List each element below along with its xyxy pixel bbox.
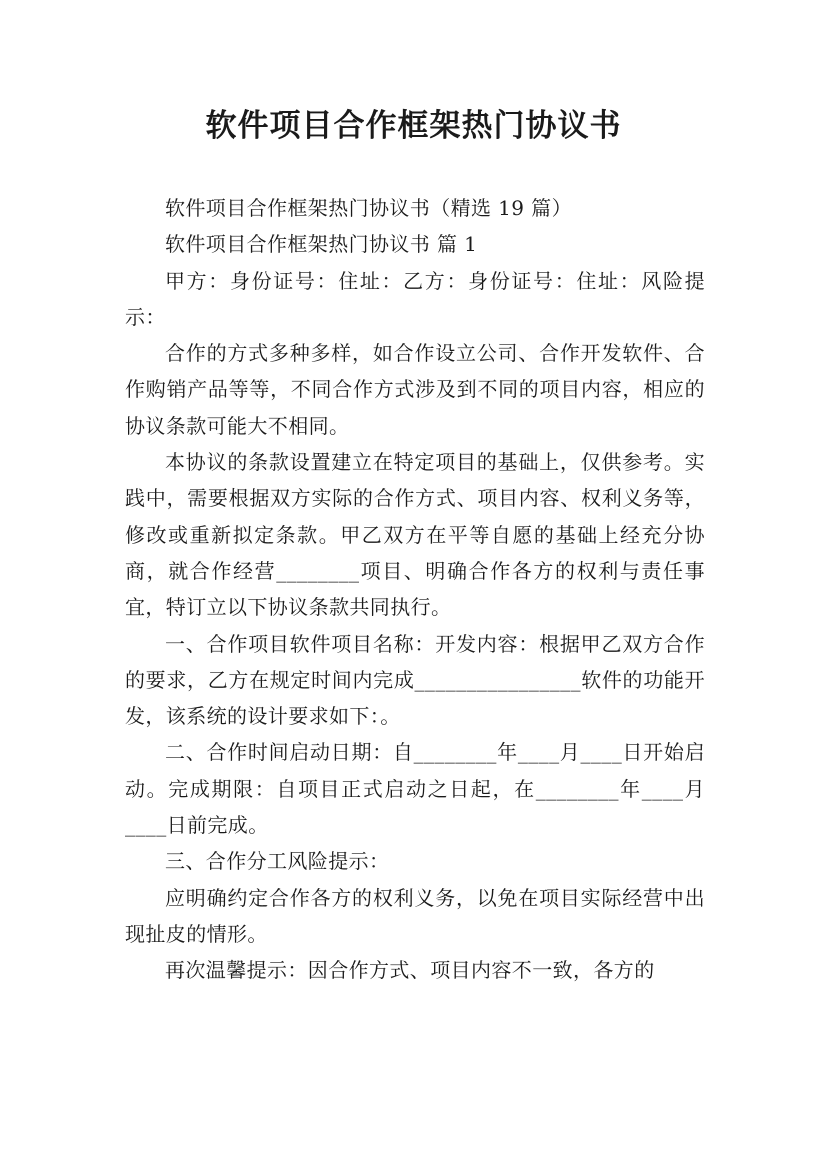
document-body bbox=[125, 190, 705, 989]
paragraph-parties: 甲方：身份证号：住址：乙方：身份证号：住址：风险提示： bbox=[125, 268, 705, 329]
paragraph-subtitle: 软件项目合作框架热门协议书（精选 19 篇） bbox=[165, 196, 572, 220]
paragraph-clause-1: 一、合作项目软件项目名称：开发内容：根据甲乙双方合作的要求，乙方在规定时间内完成________________软件的功能开发，该系统的设计要求如下：。 bbox=[125, 631, 705, 729]
document-title: 软件项目合作框架热门协议书 bbox=[205, 108, 622, 144]
paragraph-section-heading: 软件项目合作框架热门协议书 篇 1 bbox=[165, 232, 478, 257]
paragraph-clause-3: 三、合作分工风险提示： bbox=[165, 849, 390, 874]
paragraph-reminder: 再次温馨提示：因合作方式、项目内容不一致，各方的 bbox=[165, 958, 655, 983]
paragraph-risk-note: 应明确约定合作各方的权利义务，以免在项目实际经营中出现扯皮的情形。 bbox=[125, 885, 705, 946]
paragraph-agreement-basis: 本协议的条款设置建立在特定项目的基础上，仅供参考。实践中，需要根据双方实际的合作方式、项目内容、权利义务等，修改或重新拟定条款。甲乙双方在平等自愿的基础上经充分协商，就合作经营________项目、明确合作各方的权利与责任事宜，特订立以下协议条款共同执行。 bbox=[125, 450, 705, 620]
paragraph-clause-2: 二、合作时间启动日期：自________年____月____日开始启动。完成期限：自项目正式启动之日起，在________年____月____日前完成。 bbox=[125, 740, 705, 838]
paragraph-cooperation-methods: 合作的方式多种多样，如合作设立公司、合作开发软件、合作购销产品等等，不同合作方式涉及到不同的项目内容，相应的协议条款可能大不相同。 bbox=[125, 341, 705, 438]
